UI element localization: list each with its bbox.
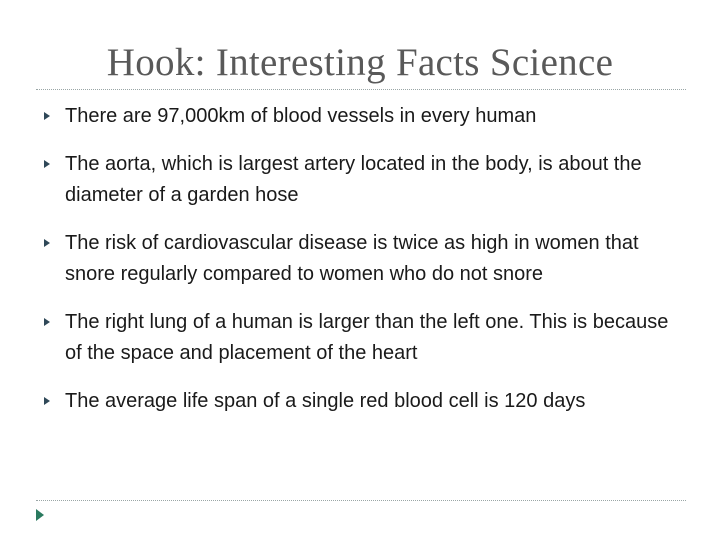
bullet-item [44,386,684,417]
footer-divider [36,500,686,501]
triangle-bullet-icon [44,160,50,168]
triangle-bullet-icon [44,239,50,247]
bullet-item [44,149,684,211]
triangle-bullet-icon [44,318,50,326]
bullet-text: The right lung of a human is larger than the left one. This is because of the space and placement of the heart [65,311,669,364]
bullet-text: The risk of cardiovascular disease is twice as high in women that snore regularly compared to women who do not snore [65,232,639,285]
title-divider [36,89,686,90]
bullet-item [44,307,684,369]
triangle-bullet-icon [44,397,50,405]
play-triangle-icon[interactable] [36,509,44,521]
bullet-text: The average life span of a single red blood cell is 120 days [65,390,586,412]
slide-title: Hook: Interesting Facts Science [106,41,614,84]
bullet-text: There are 97,000km of blood vessels in every human [65,105,537,127]
bullet-item [44,228,684,290]
bullet-item [44,101,684,132]
triangle-bullet-icon [44,112,50,120]
bullet-list [44,101,684,434]
bullet-text: The aorta, which is largest artery located in the body, is about the diameter of a garden hose [65,153,642,206]
